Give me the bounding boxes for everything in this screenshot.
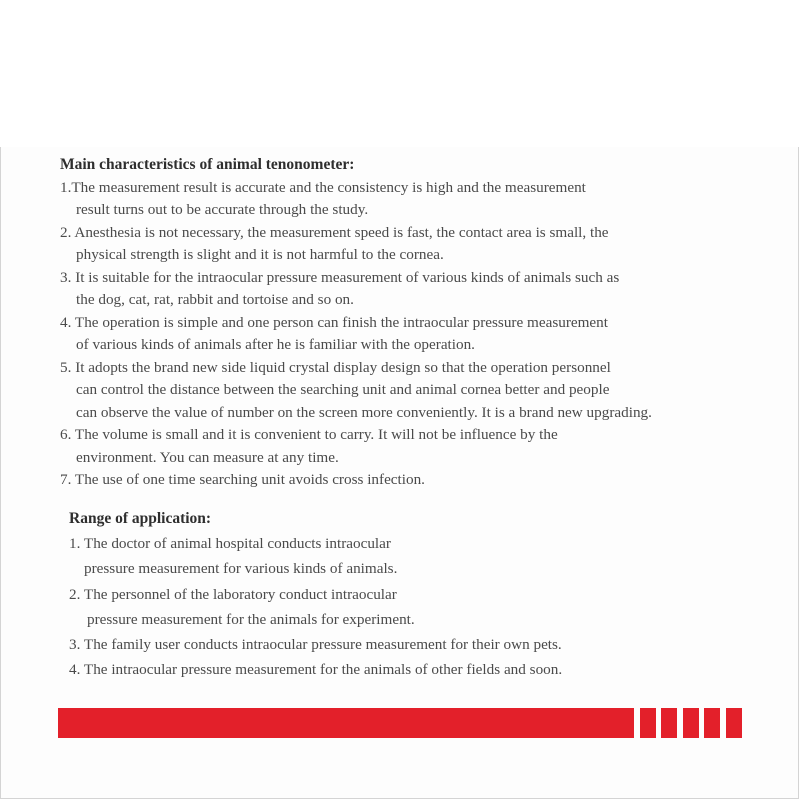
characteristic-line: 5. It adopts the brand new side liquid crystal display design so that the operation personnel xyxy=(60,358,611,376)
characteristic-line: result turns out to be accurate through the study. xyxy=(76,201,369,218)
characteristic-line: 2. Anesthesia is not necessary, the measurement speed is fast, the contact area is small, the xyxy=(60,223,609,241)
range-line: pressure measurement for the animals for experiment. xyxy=(87,610,415,628)
red-decor-block xyxy=(704,708,720,738)
red-decor-block xyxy=(640,708,656,738)
range-line: 4. The intraocular pressure measurement for the animals of other fields and soon. xyxy=(69,661,563,679)
characteristic-line: 7. The use of one time searching unit avoids cross infection. xyxy=(60,471,425,488)
range-line: 1. The doctor of animal hospital conducts intraocular xyxy=(69,535,391,552)
characteristics-heading: Main characteristics of animal tenonometer: xyxy=(60,156,355,173)
characteristic-line: 3. It is suitable for the intraocular pressure measurement of various kinds of animals such as xyxy=(60,268,620,286)
range-section xyxy=(69,507,769,683)
characteristic-line: physical strength is slight and it is not harmful to the cornea. xyxy=(76,246,444,263)
characteristic-line: environment. You can measure at any time. xyxy=(76,448,339,466)
characteristic-line: 4. The operation is simple and one person can finish the intraocular pressure measurement xyxy=(60,313,608,331)
characteristic-line: the dog, cat, rat, rabbit and tortoise and so on. xyxy=(76,291,354,308)
characteristic-line: 1.The measurement result is accurate and the consistency is high and the measurement xyxy=(60,178,586,196)
red-decor-block xyxy=(661,708,677,738)
characteristics-section xyxy=(60,154,780,492)
characteristic-line: can control the distance between the searching unit and animal cornea better and people xyxy=(76,381,610,398)
red-decor-bar xyxy=(58,708,634,738)
red-decor-block xyxy=(726,708,742,738)
characteristic-line: 6. The volume is small and it is convenient to carry. It will not be influence by the xyxy=(60,426,558,443)
characteristic-line: can observe the value of number on the screen more conveniently. It is a brand new upgrading. xyxy=(76,403,652,421)
characteristic-line: of various kinds of animals after he is familiar with the operation. xyxy=(76,336,475,353)
range-line: pressure measurement for various kinds of animals. xyxy=(84,560,398,578)
range-line: 3. The family user conducts intraocular pressure measurement for their own pets. xyxy=(69,636,562,654)
range-line: 2. The personnel of the laboratory conduct intraocular xyxy=(69,585,397,603)
range-heading: Range of application: xyxy=(69,510,212,527)
red-decor-block xyxy=(683,708,699,738)
